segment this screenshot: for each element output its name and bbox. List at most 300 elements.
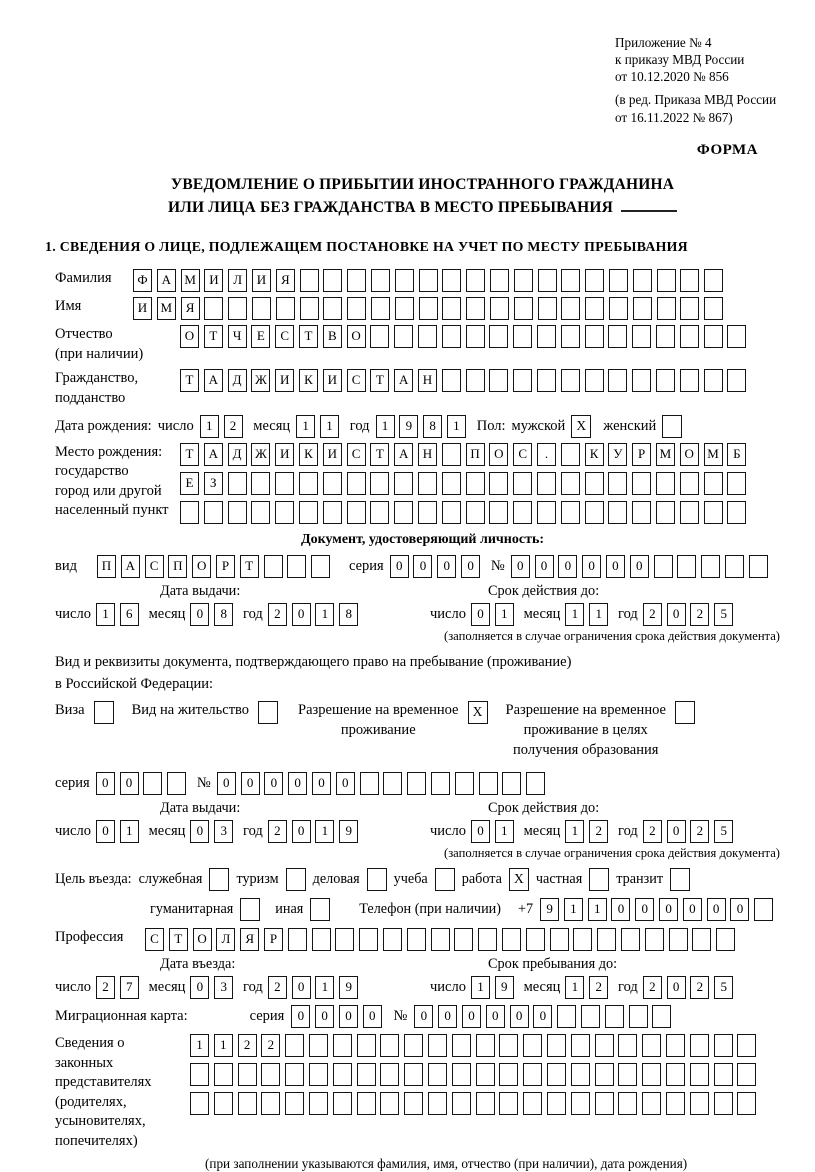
form-cell[interactable]: С [275,325,294,348]
form-cell[interactable] [537,472,556,495]
form-cell[interactable] [333,1092,352,1115]
form-cell[interactable] [537,325,556,348]
form-cell[interactable]: 0 [339,1005,358,1028]
form-cell[interactable] [442,472,461,495]
form-cell[interactable]: 0 [667,976,686,999]
form-cell[interactable] [502,772,521,795]
form-cell[interactable] [502,928,521,951]
form-cell[interactable] [323,297,342,320]
form-cell[interactable]: 3 [214,976,233,999]
form-cell[interactable] [609,297,628,320]
form-cell[interactable]: Я [181,297,200,320]
form-cell[interactable] [251,501,270,524]
form-cell[interactable]: 0 [510,1005,529,1028]
form-cell[interactable]: 0 [390,555,409,578]
form-cell[interactable] [561,501,580,524]
form-cell[interactable] [300,269,319,292]
form-cell[interactable] [499,1034,518,1057]
form-cell[interactable]: 1 [200,415,219,438]
form-cell[interactable]: М [157,297,176,320]
form-cell[interactable]: С [145,928,164,951]
form-cell[interactable] [561,369,580,392]
form-cell[interactable] [347,501,366,524]
form-cell[interactable]: О [347,325,366,348]
form-cell[interactable]: 0 [462,1005,481,1028]
form-cell[interactable] [309,1092,328,1115]
form-cell[interactable]: Т [180,369,199,392]
form-cell[interactable]: 2 [690,820,709,843]
form-cell[interactable] [452,1034,471,1057]
form-cell[interactable] [513,325,532,348]
form-cell[interactable] [371,297,390,320]
form-cell[interactable] [597,928,616,951]
form-cell[interactable] [656,325,675,348]
form-cell[interactable] [645,928,664,951]
residence-permit-checkbox[interactable] [258,701,278,724]
form-cell[interactable]: 0 [582,555,601,578]
form-cell[interactable]: 5 [714,976,733,999]
form-cell[interactable] [357,1034,376,1057]
form-cell[interactable] [608,325,627,348]
form-cell[interactable] [323,269,342,292]
form-cell[interactable]: 0 [241,772,260,795]
form-cell[interactable] [335,928,354,951]
form-cell[interactable] [359,928,378,951]
form-cell[interactable] [585,297,604,320]
form-cell[interactable]: 9 [540,898,559,921]
form-cell[interactable]: А [157,269,176,292]
form-cell[interactable] [360,772,379,795]
form-cell[interactable] [538,297,557,320]
form-cell[interactable]: 2 [238,1034,257,1057]
form-cell[interactable] [489,501,508,524]
form-cell[interactable] [228,297,247,320]
form-cell[interactable]: 0 [471,603,490,626]
form-cell[interactable] [632,501,651,524]
form-cell[interactable]: 0 [511,555,530,578]
form-cell[interactable]: И [275,443,294,466]
temp-residence-education-checkbox[interactable] [675,701,695,724]
form-cell[interactable] [585,501,604,524]
form-cell[interactable]: Ч [228,325,247,348]
form-cell[interactable] [618,1092,637,1115]
form-cell[interactable]: И [323,443,342,466]
form-cell[interactable] [466,501,485,524]
form-cell[interactable] [489,472,508,495]
form-cell[interactable] [238,1063,257,1086]
form-cell[interactable]: Е [180,472,199,495]
form-cell[interactable]: З [204,472,223,495]
form-cell[interactable]: 1 [376,415,395,438]
form-cell[interactable] [656,369,675,392]
form-cell[interactable]: 2 [643,820,662,843]
form-cell[interactable] [479,772,498,795]
form-cell[interactable]: 0 [533,1005,552,1028]
form-cell[interactable] [692,928,711,951]
form-cell[interactable] [680,297,699,320]
form-cell[interactable] [704,501,723,524]
form-cell[interactable] [585,472,604,495]
form-cell[interactable] [547,1034,566,1057]
form-cell[interactable]: 0 [558,555,577,578]
form-cell[interactable] [704,325,723,348]
form-cell[interactable]: 0 [190,603,209,626]
form-cell[interactable]: 2 [690,603,709,626]
form-cell[interactable] [609,269,628,292]
form-cell[interactable]: 1 [588,898,607,921]
form-cell[interactable]: К [299,369,318,392]
form-cell[interactable]: 0 [461,555,480,578]
form-cell[interactable] [490,269,509,292]
form-cell[interactable]: Н [418,443,437,466]
form-cell[interactable]: 0 [292,976,311,999]
form-cell[interactable] [454,928,473,951]
form-cell[interactable]: 5 [714,820,733,843]
form-cell[interactable]: И [323,369,342,392]
form-cell[interactable]: 0 [611,898,630,921]
form-cell[interactable] [275,472,294,495]
form-cell[interactable]: Я [240,928,259,951]
form-cell[interactable] [264,555,283,578]
purpose-other-checkbox[interactable] [310,898,330,921]
form-cell[interactable]: А [204,369,223,392]
form-cell[interactable] [252,297,271,320]
form-cell[interactable] [455,772,474,795]
form-cell[interactable] [404,1034,423,1057]
form-cell[interactable]: К [299,443,318,466]
form-cell[interactable]: О [192,555,211,578]
form-cell[interactable] [476,1063,495,1086]
form-cell[interactable]: Е [251,325,270,348]
form-cell[interactable] [680,501,699,524]
form-cell[interactable]: Т [370,443,389,466]
form-cell[interactable]: 0 [535,555,554,578]
form-cell[interactable] [523,1063,542,1086]
form-cell[interactable] [309,1063,328,1086]
form-cell[interactable]: 2 [589,976,608,999]
form-cell[interactable]: М [656,443,675,466]
form-cell[interactable]: 2 [643,603,662,626]
form-cell[interactable] [704,269,723,292]
form-cell[interactable] [228,472,247,495]
purpose-transit-checkbox[interactable] [670,868,690,891]
form-cell[interactable] [442,369,461,392]
form-cell[interactable] [300,297,319,320]
form-cell[interactable] [383,928,402,951]
form-cell[interactable]: 0 [120,772,139,795]
form-cell[interactable] [526,772,545,795]
form-cell[interactable] [727,501,746,524]
form-cell[interactable] [538,269,557,292]
form-cell[interactable] [489,325,508,348]
form-cell[interactable] [299,472,318,495]
form-cell[interactable] [513,501,532,524]
form-cell[interactable]: 0 [438,1005,457,1028]
form-cell[interactable] [608,472,627,495]
form-cell[interactable] [190,1092,209,1115]
form-cell[interactable]: Т [299,325,318,348]
form-cell[interactable] [725,555,744,578]
visa-checkbox[interactable] [94,701,114,724]
form-cell[interactable] [704,297,723,320]
form-cell[interactable] [466,369,485,392]
form-cell[interactable] [737,1034,756,1057]
form-cell[interactable]: 0 [667,603,686,626]
form-cell[interactable] [716,928,735,951]
form-cell[interactable]: 1 [315,603,334,626]
form-cell[interactable]: 0 [683,898,702,921]
form-cell[interactable] [466,297,485,320]
form-cell[interactable]: 0 [437,555,456,578]
form-cell[interactable]: 1 [495,820,514,843]
form-cell[interactable]: 1 [296,415,315,438]
form-cell[interactable] [380,1034,399,1057]
form-cell[interactable] [561,443,580,466]
form-cell[interactable]: 1 [565,976,584,999]
form-cell[interactable]: 0 [413,555,432,578]
form-cell[interactable] [523,1092,542,1115]
form-cell[interactable] [190,1063,209,1086]
form-cell[interactable]: 0 [312,772,331,795]
form-cell[interactable] [442,269,461,292]
form-cell[interactable] [466,325,485,348]
purpose-work-checkbox[interactable]: X [509,868,529,891]
form-cell[interactable]: 0 [635,898,654,921]
form-cell[interactable]: Т [169,928,188,951]
form-cell[interactable] [370,472,389,495]
form-cell[interactable] [571,1034,590,1057]
form-cell[interactable] [618,1034,637,1057]
form-cell[interactable]: П [466,443,485,466]
form-cell[interactable]: 0 [292,603,311,626]
form-cell[interactable]: 1 [96,603,115,626]
form-cell[interactable] [669,928,688,951]
form-cell[interactable] [666,1063,685,1086]
form-cell[interactable]: О [489,443,508,466]
form-cell[interactable] [466,472,485,495]
form-cell[interactable]: Я [276,269,295,292]
form-cell[interactable] [478,928,497,951]
form-cell[interactable] [489,369,508,392]
form-cell[interactable] [431,772,450,795]
form-cell[interactable]: 2 [96,976,115,999]
form-cell[interactable]: 2 [261,1034,280,1057]
form-cell[interactable] [704,369,723,392]
form-cell[interactable]: Б [727,443,746,466]
form-cell[interactable] [238,1092,257,1115]
form-cell[interactable] [654,555,673,578]
form-cell[interactable]: Н [418,369,437,392]
form-cell[interactable] [573,928,592,951]
form-cell[interactable]: 8 [339,603,358,626]
form-cell[interactable] [621,928,640,951]
form-cell[interactable]: 0 [730,898,749,921]
form-cell[interactable] [204,297,223,320]
form-cell[interactable] [523,1034,542,1057]
form-cell[interactable] [680,269,699,292]
form-cell[interactable] [632,472,651,495]
form-cell[interactable]: 9 [399,415,418,438]
form-cell[interactable]: С [145,555,164,578]
form-cell[interactable]: 6 [120,603,139,626]
form-cell[interactable]: 0 [190,976,209,999]
form-cell[interactable] [442,325,461,348]
form-cell[interactable] [418,472,437,495]
form-cell[interactable]: 1 [315,820,334,843]
form-cell[interactable]: Ф [133,269,152,292]
purpose-official-checkbox[interactable] [209,868,229,891]
form-cell[interactable] [442,443,461,466]
form-cell[interactable] [431,928,450,951]
form-cell[interactable] [737,1092,756,1115]
female-checkbox[interactable] [662,415,682,438]
form-cell[interactable] [608,369,627,392]
form-cell[interactable] [285,1092,304,1115]
form-cell[interactable] [632,325,651,348]
form-cell[interactable]: 0 [707,898,726,921]
form-cell[interactable]: Р [632,443,651,466]
form-cell[interactable] [261,1063,280,1086]
form-cell[interactable] [452,1063,471,1086]
form-cell[interactable]: 0 [336,772,355,795]
form-cell[interactable]: М [181,269,200,292]
form-cell[interactable]: 2 [224,415,243,438]
form-cell[interactable] [557,1005,576,1028]
form-cell[interactable]: Р [264,928,283,951]
form-cell[interactable] [323,501,342,524]
form-cell[interactable]: С [347,369,366,392]
form-cell[interactable] [514,269,533,292]
form-cell[interactable] [581,1005,600,1028]
form-cell[interactable]: 2 [268,603,287,626]
form-cell[interactable] [394,325,413,348]
form-cell[interactable] [547,1063,566,1086]
form-cell[interactable] [749,555,768,578]
form-cell[interactable]: 3 [214,820,233,843]
form-cell[interactable] [642,1034,661,1057]
form-cell[interactable]: 0 [486,1005,505,1028]
form-cell[interactable]: 1 [214,1034,233,1057]
form-cell[interactable] [652,1005,671,1028]
form-cell[interactable] [357,1063,376,1086]
form-cell[interactable] [618,1063,637,1086]
form-cell[interactable] [299,501,318,524]
form-cell[interactable] [585,369,604,392]
form-cell[interactable] [309,1034,328,1057]
form-cell[interactable] [371,269,390,292]
form-cell[interactable]: П [168,555,187,578]
form-cell[interactable] [633,269,652,292]
form-cell[interactable]: Т [180,443,199,466]
form-cell[interactable] [383,772,402,795]
form-cell[interactable]: 0 [96,772,115,795]
form-cell[interactable]: А [121,555,140,578]
form-cell[interactable] [214,1063,233,1086]
form-cell[interactable] [666,1034,685,1057]
form-cell[interactable] [499,1063,518,1086]
form-cell[interactable] [428,1092,447,1115]
form-cell[interactable] [666,1092,685,1115]
form-cell[interactable] [180,501,199,524]
form-cell[interactable] [632,369,651,392]
form-cell[interactable] [251,472,270,495]
form-cell[interactable]: 2 [268,976,287,999]
form-cell[interactable] [547,1092,566,1115]
form-cell[interactable]: А [394,443,413,466]
form-cell[interactable] [204,501,223,524]
form-cell[interactable]: В [323,325,342,348]
form-cell[interactable]: 0 [659,898,678,921]
form-cell[interactable]: 2 [268,820,287,843]
form-cell[interactable] [537,501,556,524]
form-cell[interactable] [701,555,720,578]
form-cell[interactable]: 0 [292,820,311,843]
form-cell[interactable]: О [193,928,212,951]
form-cell[interactable] [585,269,604,292]
form-cell[interactable] [285,1063,304,1086]
form-cell[interactable] [419,269,438,292]
form-cell[interactable] [288,928,307,951]
form-cell[interactable] [428,1063,447,1086]
form-cell[interactable]: Л [216,928,235,951]
form-cell[interactable]: 5 [714,603,733,626]
form-cell[interactable]: У [608,443,627,466]
form-cell[interactable] [380,1063,399,1086]
form-cell[interactable] [476,1034,495,1057]
form-cell[interactable]: И [204,269,223,292]
form-cell[interactable] [704,472,723,495]
form-cell[interactable] [595,1092,614,1115]
form-cell[interactable] [727,472,746,495]
form-cell[interactable] [404,1092,423,1115]
form-cell[interactable] [404,1063,423,1086]
male-checkbox[interactable]: X [571,415,591,438]
form-cell[interactable] [513,369,532,392]
form-cell[interactable] [287,555,306,578]
form-cell[interactable] [167,772,186,795]
form-cell[interactable]: 0 [630,555,649,578]
form-cell[interactable] [714,1034,733,1057]
form-cell[interactable] [561,472,580,495]
form-cell[interactable]: 1 [447,415,466,438]
form-cell[interactable] [347,297,366,320]
form-cell[interactable]: Р [216,555,235,578]
form-cell[interactable]: Д [228,369,247,392]
form-cell[interactable]: 0 [96,820,115,843]
form-cell[interactable]: 0 [291,1005,310,1028]
form-cell[interactable]: 1 [320,415,339,438]
form-cell[interactable]: 0 [315,1005,334,1028]
purpose-business-checkbox[interactable] [367,868,387,891]
form-cell[interactable] [642,1092,661,1115]
form-cell[interactable] [537,369,556,392]
purpose-tourism-checkbox[interactable] [286,868,306,891]
form-cell[interactable] [395,297,414,320]
form-cell[interactable] [561,269,580,292]
form-cell[interactable]: О [680,443,699,466]
form-cell[interactable]: 1 [565,603,584,626]
form-cell[interactable]: 9 [339,976,358,999]
form-cell[interactable] [727,325,746,348]
form-cell[interactable] [452,1092,471,1115]
form-cell[interactable]: Т [370,369,389,392]
form-cell[interactable]: 0 [217,772,236,795]
form-cell[interactable] [214,1092,233,1115]
form-cell[interactable] [657,297,676,320]
form-cell[interactable]: 7 [120,976,139,999]
form-cell[interactable] [311,555,330,578]
form-cell[interactable]: 2 [589,820,608,843]
